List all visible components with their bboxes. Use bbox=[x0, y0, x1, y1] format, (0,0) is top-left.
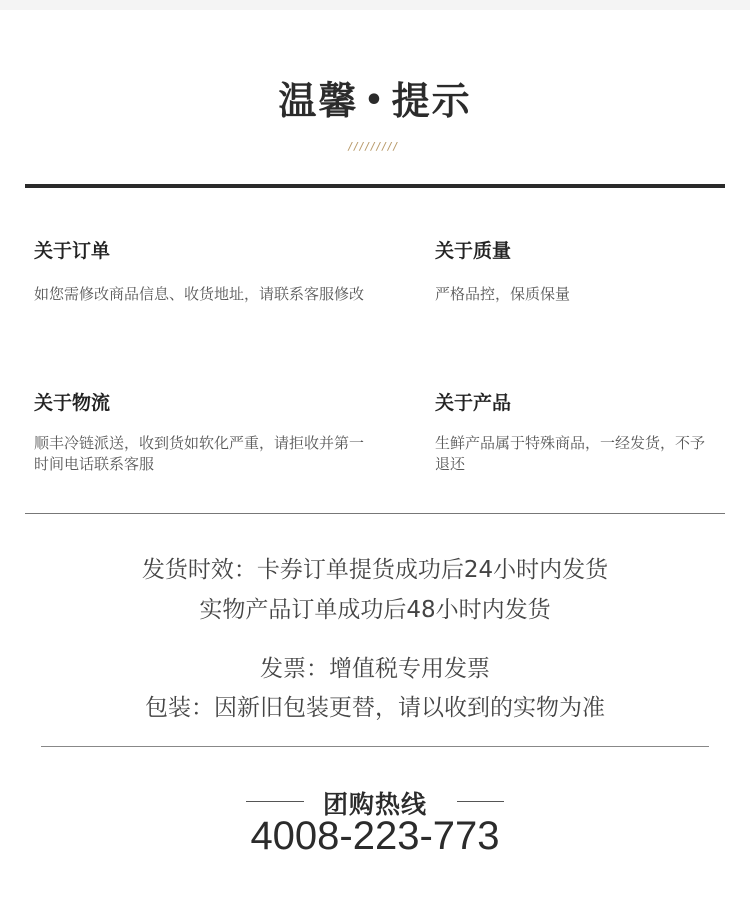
shipping-time-line1: 发货时效：卡券订单提货成功后24小时内发货 bbox=[141, 557, 609, 583]
notice-quality bbox=[435, 236, 725, 305]
page-title-right: 提示 bbox=[391, 79, 472, 123]
shipping-time-line2: 实物产品订单成功后48小时内发货 bbox=[199, 597, 551, 623]
top-band bbox=[0, 0, 750, 10]
notice-quality-text: 严格品控，保质保量 bbox=[435, 285, 571, 303]
notice-logistics-text: 顺丰冷链派送，收到货如软化严重，请拒收并第一时间电话联系客服 bbox=[34, 434, 365, 473]
notice-order bbox=[34, 236, 404, 305]
notice-product-text: 生鲜产品属于特殊商品，一经发货，不予退还 bbox=[435, 434, 706, 473]
notice-product bbox=[435, 388, 715, 475]
notice-quality-heading: 关于质量 bbox=[435, 240, 512, 262]
packaging-info: 包装：因新旧包装更替，请以收到的实物为准 bbox=[145, 695, 605, 721]
hotline-label: 团购热线 bbox=[322, 790, 427, 819]
notice-logistics-heading: 关于物流 bbox=[34, 392, 111, 414]
invoice-info: 发票：增值税专用发票 bbox=[260, 656, 490, 682]
notice-order-text: 如您需修改商品信息、收货地址，请联系客服修改 bbox=[34, 285, 365, 303]
section-divider bbox=[25, 513, 725, 514]
title-dot: • bbox=[364, 83, 386, 118]
notice-order-heading: 关于订单 bbox=[34, 240, 111, 262]
page-title bbox=[0, 70, 750, 125]
hotline-phone[interactable]: 4008-223-773 bbox=[250, 814, 500, 858]
notice-logistics bbox=[34, 388, 374, 475]
hatch-decoration: ///////// bbox=[347, 140, 398, 153]
header-divider bbox=[25, 184, 725, 188]
footer-divider bbox=[41, 746, 709, 747]
notice-product-heading: 关于产品 bbox=[435, 392, 512, 414]
page-title-left: 温馨 bbox=[278, 79, 359, 123]
